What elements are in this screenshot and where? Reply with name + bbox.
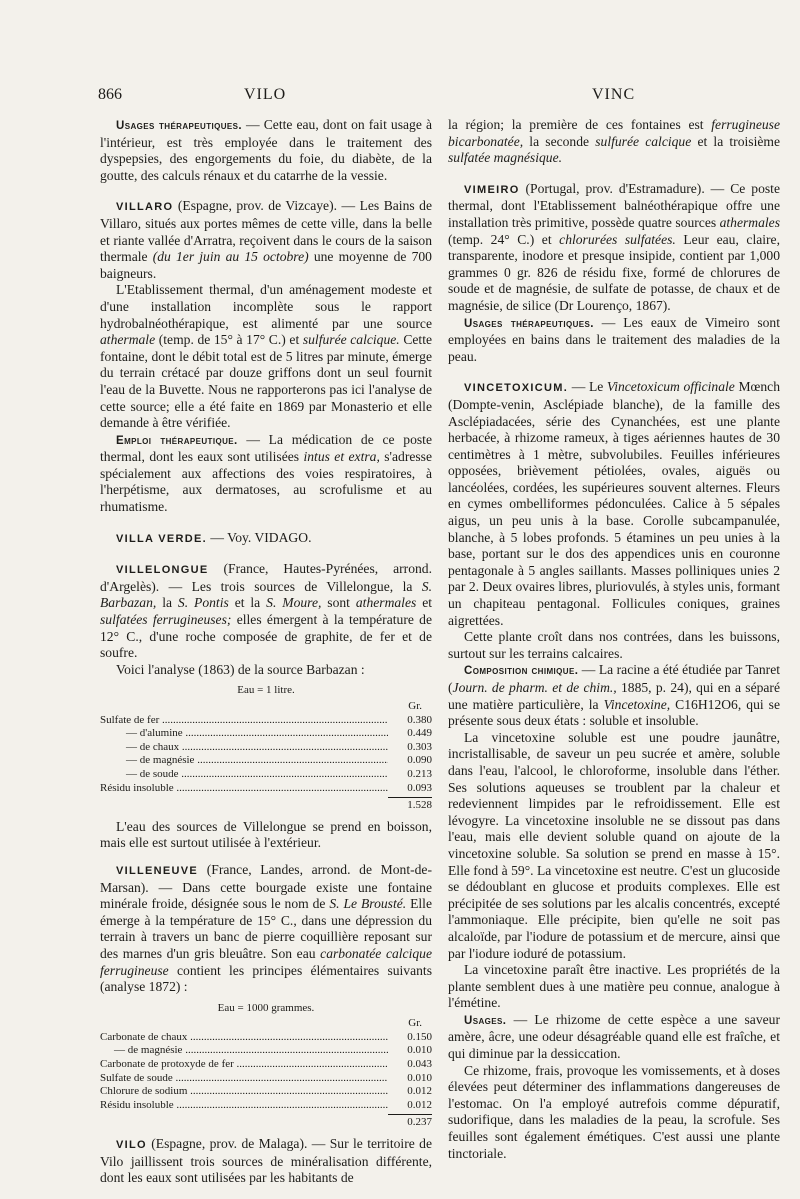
analysis-row: Carbonate de protoxyde de fer ..... 0.043 [100,1058,432,1072]
analysis-unit: Gr. [408,1017,422,1030]
usages-paragraph: Usages thérapeutiques. — Cette eau, dont on fait usage à l'intérieur, est très employée dans le traitement des dyspepsies, des engorgements du foie, du diabète, de la goutte, des calculs rénaux et du catarrhe de la vessie. [100,117,432,183]
entry-villa-verde: VILLA VERDE. — Voy. VIDAGO. [116,529,312,545]
usages-paragraph-right: Usages. — Le rhizome de cette espèce a une saveur amère, âcre, une odeur désagréable quand elle est fraîche, et qui diminue par la dessiccation. [448,1011,780,1062]
composition-keyword: Composition chimique. [464,665,579,678]
entry-heading-villeneuve: VILLENEUVE [116,864,199,877]
analysis-row: — de magnésie ..... 0.090 [100,754,432,768]
entry-heading-villelongue: VILLELONGUE [116,564,209,577]
usages-keyword: Usages. [464,1014,507,1027]
page-number: 866 [98,86,122,103]
analysis-row: — d'alumine ..... 0.449 [100,727,432,741]
page-header [98,86,738,108]
analysis-row: — de soude ..... 0.213 [100,768,432,782]
analysis-row: Résidu insoluble ..... 0.012 [100,1099,432,1113]
analysis-total: 1.528 [388,797,432,813]
running-head-left: VILO [244,86,287,103]
entry-heading-vimeiro: VIMEIRO [464,183,520,196]
analysis-total: 0.237 [388,1114,432,1130]
analysis-row: Résidu insoluble ..... 0.093 [100,782,432,796]
entry-heading-vincetoxicum: VINCETOXICUM. [464,382,569,395]
right-column [448,117,780,1162]
usages-keyword: Usages thérapeutiques. [464,317,594,330]
vimeiro-usages: Usages thérapeutiques. — Les eaux de Vimeiro sont employées en bains dans le traitement des maladies de la peau. [448,314,780,364]
left-column [100,117,432,1187]
analysis-table-villeneuve [100,1002,432,1130]
rhizome-paragraph: Ce rhizome, frais, provoque les vomissements, et à doses élevées peut déterminer des inflammations dangereuses de l'estomac. On l'a employé autrefois comme dépuratif, sudorifique, dans les maladies de la peau, la scrofule. Ses feuilles sont également émétiques. C'est aussi une plante tinctoriale. [448,1062,780,1161]
habitat-paragraph: Cette plante croît dans nos contrées, dans les buissons, surtout sur les terrains calcaires. [448,629,780,661]
entry-vincetoxicum: VINCETOXICUM. — Le Vincetoxicum officinale Mœnch (Dompte-venin, Asclépiade blanche), de la famille des Asclépiadacées, série des Cynanchées, est une plante herbacée, à rhizome rameux, à tiges aériennes hautes de 30 centimètres à 1 mètre, subvolubiles. Feuilles inférieures opposées, brièvement pétiolées, ovales, aiguës ou lancéolées, cordées, les supérieures souvent alternes. Fleurs en cymes ombelliformes pédonculées. Calice à 5 sépales aigus, un peu unis à la base. Corolle subcampanulée, blanche, à 5 lobes profonds. 5 étamines un peu unies à la base, portant sur le dos des appendices unis en couronne pentagonale à 5 angles saillants. Masses polliniques unies 2 par 2. Deux ovaires libres, pluriovulés, à styles unis, formant un chapiteau pentagonal. Follicules coniques, graines aigrettées. [448,379,780,628]
analysis-row: Sulfate de soude ..... 0.010 [100,1072,432,1086]
analysis-row: Sulfate de fer ..... 0.380 [100,714,432,728]
vincetoxine-soluble-paragraph: La vincetoxine soluble est une poudre jaunâtre, incristallisable, de saveur un peu sucrée et amère, soluble dans l'eau, l'alcool, le chloroforme, insoluble dans l'éther. Ses solutions aqueuses se troublent par la chaleur et redeviennent limpides par le refroidissement. Elle est lévogyre. La vincetoxine insoluble ne se dissout pas dans l'eau, mais elle devient soluble quand on ajoute de la vincetoxine soluble. Sa solution se prend en masse à 15°. Elle fond à 59°. La vincetoxine est neutre. C'est un glucoside se dédoublant en glucose et produits complexes. Elle est précipitée de ses solutions par les alcalis concentrés, excepté l'ammoniaque. Elle précipite, bien qu'elle ne soit pas alcaloïde, par l'iodure de potassium et de mercure, ainsi que par l'iodure ioduré de potassium. [448,729,780,961]
analysis-unit: Gr. [408,700,422,712]
analysis-row: Chlorure de sodium ..... 0.012 [100,1085,432,1099]
analysis-caption: Eau = 1000 grammes. [217,1001,315,1014]
entry-vilo: VILO (Espagne, prov. de Malaga). — Sur le territoire de Vilo jaillissent trois sources de minéralisation différente, dont les eaux sont utilisées par les habitants de [100,1136,432,1186]
composition-paragraph: Composition chimique. — La racine a été étudiée par Tanret (Journ. de pharm. et de chim., 1885, p. 24), qui en a séparé une matière particulière, la Vincetoxine, C16H12O6, qui se présente sous deux états : soluble et insoluble. [448,662,780,729]
vilo-continuation: la région; la première de ces fontaines est ferrugineuse bicarbonatée, la seconde sulfurée calcique et la troisième sulfatée magnésique. [448,117,780,166]
inactive-paragraph: La vincetoxine paraît être inactive. Les propriétés de la plante semblent dues à une matière peu connue, analogue à l'émétine. [448,962,780,1011]
analysis-intro: Voici l'analyse (1863) de la source Barbazan : [116,661,365,677]
entry-heading-villaro: VILLARO [116,201,174,214]
etablissement-paragraph: L'Etablissement thermal, d'un aménagement modeste et d'une installation incomplète sous le rapport hydrobalnéothérapique, est alimenté par une source athermale (temp. de 15° à 17° C.) et sulfurée calcique. Cette fontaine, dont le débit total est de 5 litres par minute, émerge du terrain crétacé par douze griffons dont un seul fournit l'eau de la Buvette. Nous ne rapporterons pas ici l'analyse de cette source; elle a été faite en 1869 par Monasterio et elle demande à être vérifiée. [100,282,433,431]
usages-keyword: Usages thérapeutiques. [116,120,242,132]
analysis-row: Carbonate de chaux ..... 0.150 [100,1031,432,1045]
emploi-paragraph: Emploi thérapeutique. — La médication de ce poste thermal, dont les eaux sont utilisées intus et extra, s'adresse spécialement aux affections des voies respiratoires, à l'herpétisme, aux dermatoses, au scrofulisme et au rhumatisme. [100,431,433,515]
villelongue-usage: L'eau des sources de Villelongue se prend en boisson, mais elle est surtout utilisée à l'extérieur. [100,818,432,851]
emploi-keyword: Emploi thérapeutique. [116,434,238,447]
entry-villeneuve: VILLENEUVE (France, Landes, arrond. de Mont-de-Marsan). — Dans cette bourgade existe une fontaine minérale froide, désignée sous le nom de S. Le Brousté. Elle émerge à la température de 15° C., dans une dépression du terrain à travers un banc de pierre coquillière reposant sur des marnes d'un gris bleuâtre. Son eau carbonatée calcique ferrugineuse contient les principes élémentaires suivants (analyse 1872) : [100,861,432,995]
entry-vimeiro: VIMEIRO (Portugal, prov. d'Estramadure). — Ce poste thermal, dont l'Etablissement balnéothérapique offre une installation très primitive, possède quatre sources athermales (temp. 24° C.) et chlorurées sulfatées. Leur eau, claire, transparente, inodore et presque insipide, contient par 1,000 grammes 0 gr. 826 de résidu fixe, formé de chlorures de soude et de magnésie, de sulfate de potasse, de chaux et de magnésie, de silice (Dr Lourenço, 1867). [448,180,780,313]
chemical-formula: C16H12O6 [675,696,738,712]
analysis-row: — de magnésie ..... 0.010 [100,1044,432,1058]
entry-heading-villa-verde: VILLA VERDE. [116,532,207,545]
analysis-caption: Eau = 1 litre. [237,684,295,697]
entry-villelongue: VILLELONGUE (France, Hautes-Pyrénées, arrond. d'Argelès). — Les trois sources de Villelongue, la S. Barbazan, la S. Pontis et la S. Moure, sont athermales et sulfatées ferrugineuses; elles émergent à la température de 12° C., d'une roche composée de graphite, de fer et de soufre. [100,561,433,661]
entry-heading-vilo: VILO [116,1139,147,1152]
running-head-right: VINC [592,86,636,103]
analysis-row: — de chaux ..... 0.303 [100,741,432,755]
analysis-table-barbazan [100,684,432,812]
entry-villaro: VILLARO (Espagne, prov. de Vizcaye). — Les Bains de Villaro, situés aux portes mêmes de cette ville, dans la belle et riante vallée d'Arratra, reçoivent dans le cours de la saison thermale (du 1er juin au 15 octobre) une moyenne de 700 baigneurs. [100,198,432,281]
